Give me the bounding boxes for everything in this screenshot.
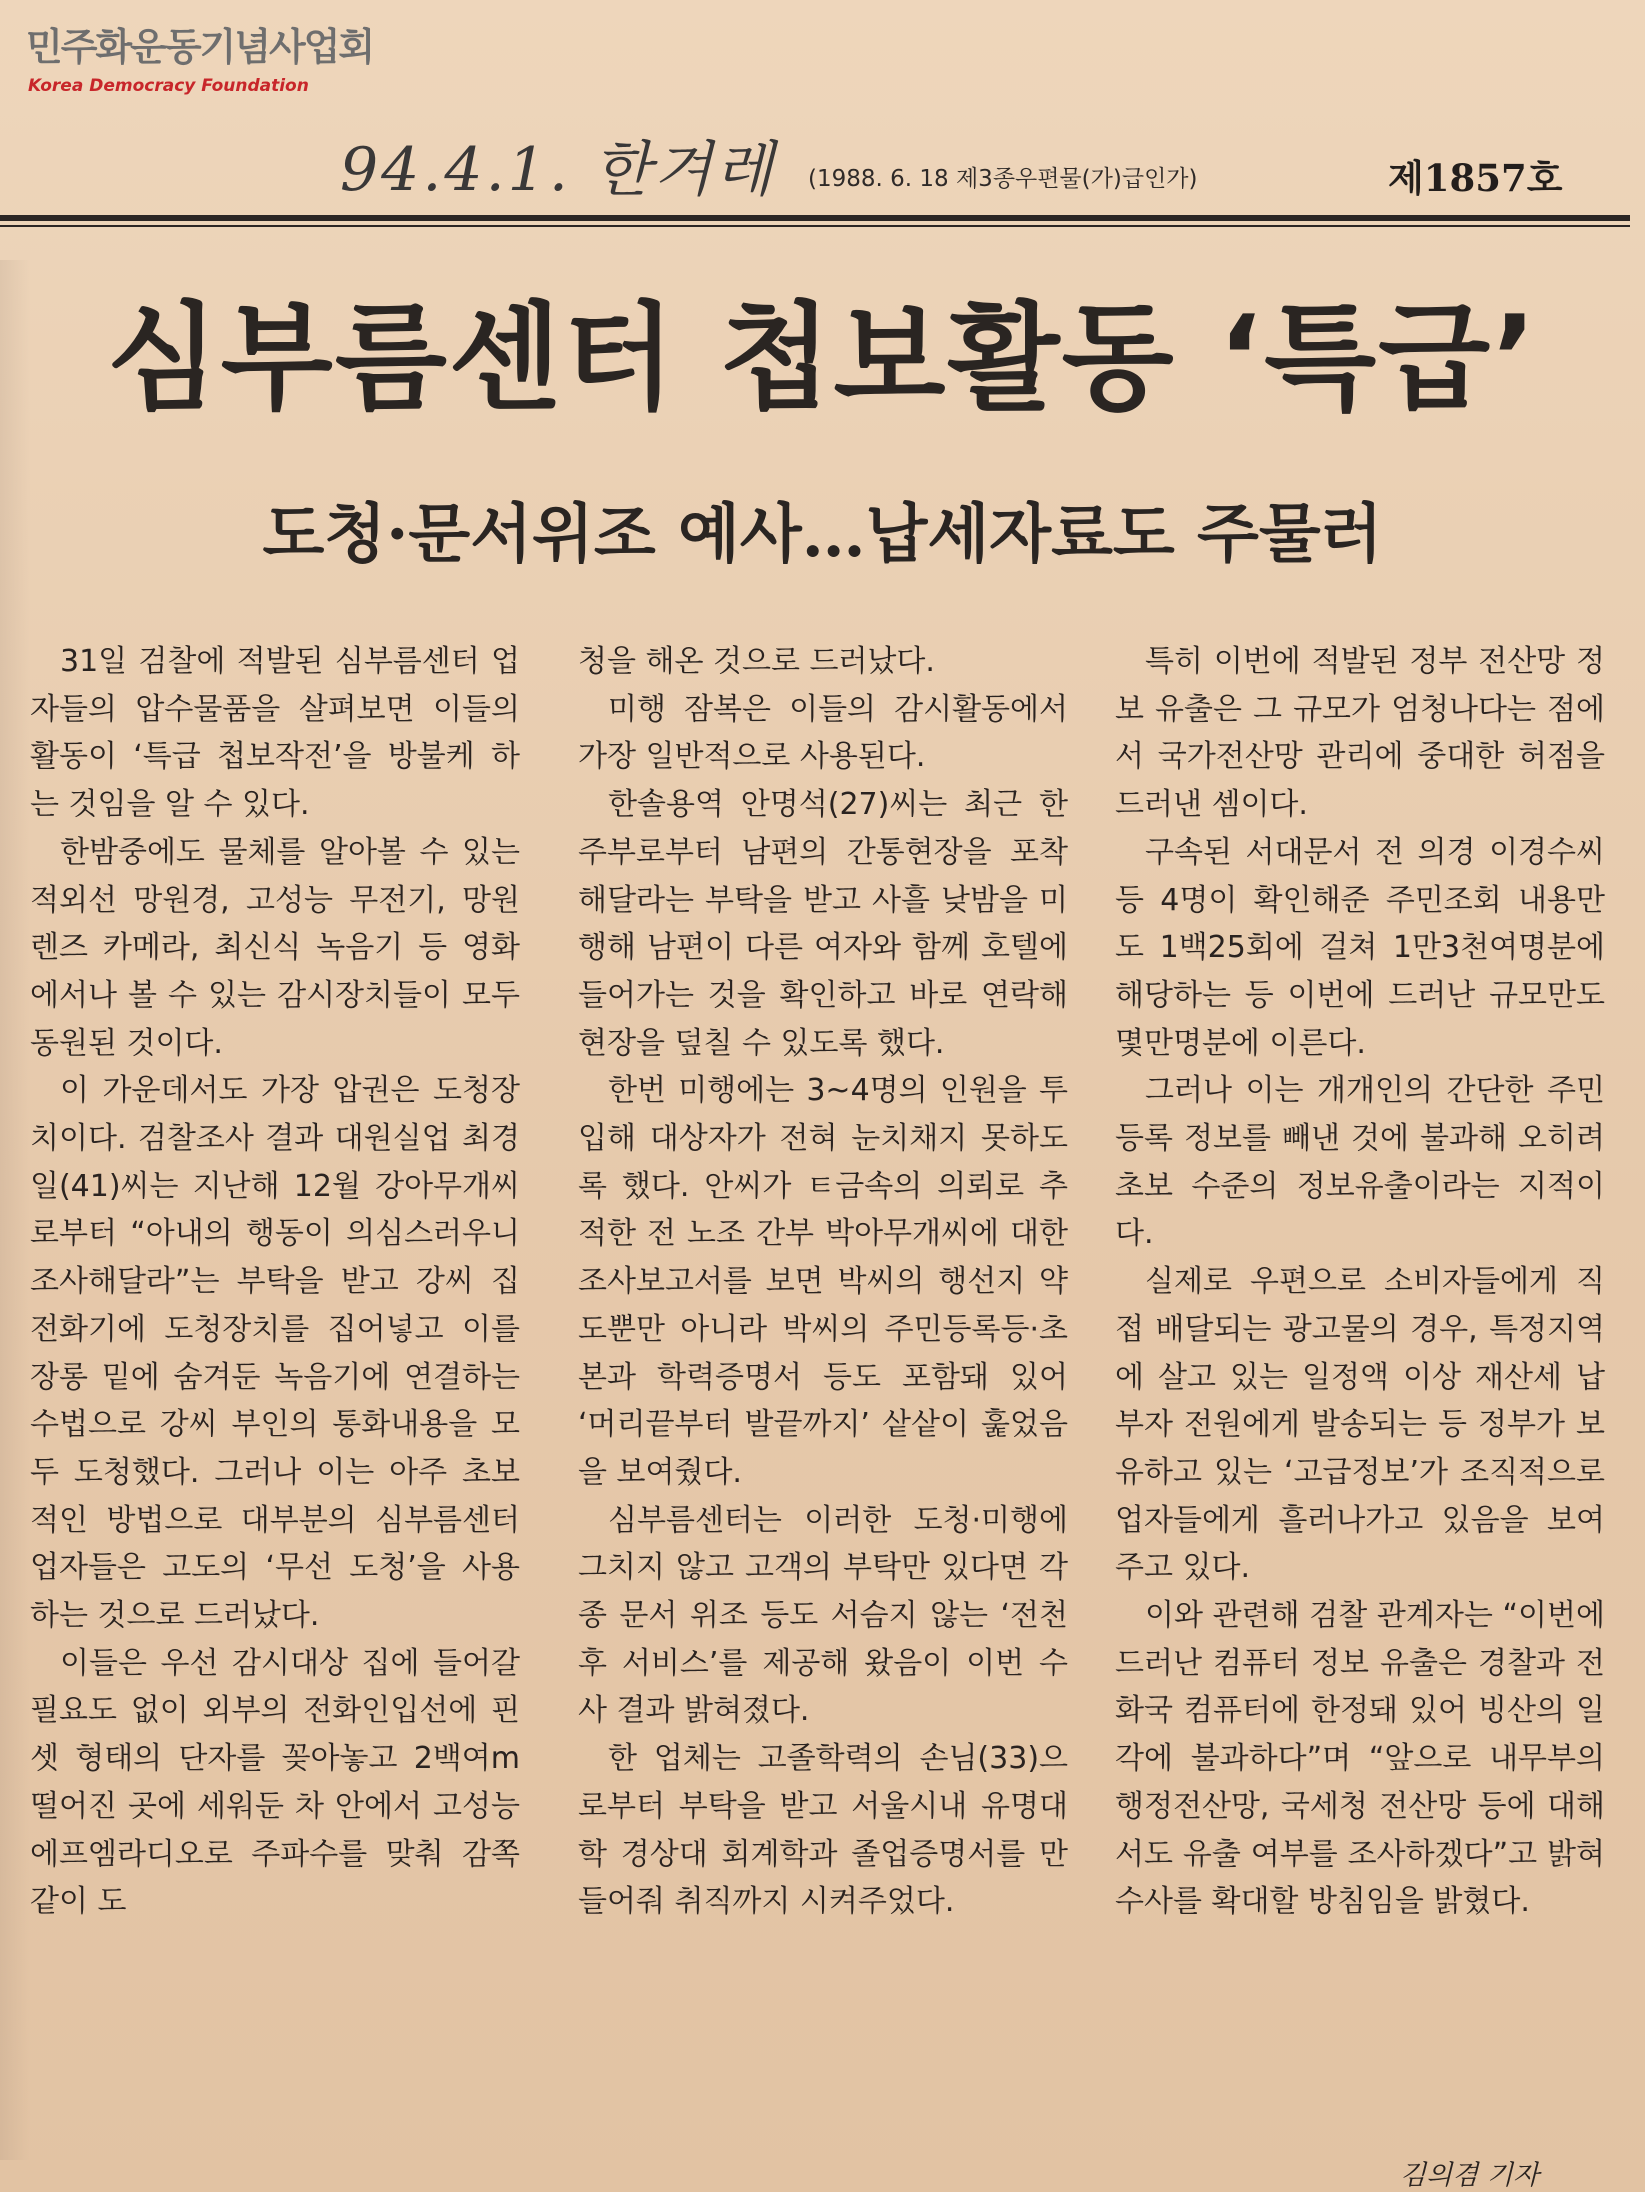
paragraph: 이와 관련해 검찰 관계자는 “이번에 드러난 컴퓨터 정보 유출은 경찰과 전화국 컴퓨터에 한정돼 있어 빙산의 일각에 불과하다”며 “앞으로 내무부의 행정전산망, 국세청 전산망 등에 대해서도 유출 여부를 조사하겠다”고 밝혀 수사를 확대할 방침임을 밝혔다. (1115, 1598, 1605, 1920)
foundation-logo-korean: 민주화운동기념사업회 (26, 25, 374, 69)
article-headline: 심부름센터 첩보활동 ‘특급’ (106, 291, 1539, 426)
article-column-3 (1115, 638, 1605, 1926)
foundation-logo-english: Korea Democracy Foundation (28, 76, 309, 96)
paragraph: 구속된 서대문서 전 의경 이경수씨 등 4명이 확인해준 주민조회 내용만도 1백25회에 걸쳐 1만3천여명분에 해당하는 등 이번에 드러난 규모만도 몇만명분에 이른다. (1115, 834, 1605, 1061)
paragraph: 이 가운데서도 가장 압권은 도청장치이다. 검찰조사 결과 대원실업 최경일(41)씨는 지난해 12월 강아무개씨로부터 “아내의 행동이 의심스러우니 조사해달라”는 부탁을 받고 강씨 집 전화기에 도청장치를 집어넣고 이를 장롱 밑에 숨겨둔 녹음기에 연결하는 수법으로 강씨 부인의 통화내용을 모두 도청했다. 그러나 이는 아주 초보적인 방법으로 대부분의 심부름센터 업자들은 고도의 ‘무선 도청’을 사용하는 것으로 드러났다. (30, 1073, 520, 1634)
handwritten-date-note: 94.4.1. 한겨레 (340, 135, 776, 205)
paragraph: 심부름센터는 이러한 도청·미행에 그치지 않고 고객의 부탁만 있다면 각종 문서 위조 등도 서슴지 않는 ‘전천후 서비스’를 제공해 왔음이 이번 수사 결과 밝혀졌다. (578, 1502, 1068, 1729)
paragraph: 그러나 이는 개개인의 간단한 주민등록 정보를 빼낸 것에 불과해 오히려 초보 수준의 정보유출이라는 지적이다. (1115, 1073, 1605, 1252)
article-column-1 (30, 638, 520, 1926)
paragraph: 한솔용역 안명석(27)씨는 최근 한 주부로부터 남편의 간통현장을 포착해달라는 부탁을 받고 사흘 낮밤을 미행해 남편이 다른 여자와 함께 호텔에 들어가는 것을 확인하고 바로 연락해 현장을 덮칠 수 있도록 했다. (578, 787, 1068, 1061)
paragraph: 실제로 우편으로 소비자들에게 직접 배달되는 광고물의 경우, 특정지역에 살고 있는 일정액 이상 재산세 납부자 전원에게 발송되는 등 정부가 보유하고 있는 ‘고급정보’가 조직적으로 업자들에게 흘러나가고 있음을 보여주고 있다. (1115, 1264, 1605, 1586)
paragraph: 한밤중에도 물체를 알아볼 수 있는 적외선 망원경, 고성능 무전기, 망원렌즈 카메라, 최신식 녹음기 등 영화에서나 볼 수 있는 감시장치들이 모두 동원된 것이다. (30, 834, 520, 1061)
paragraph: 미행 잠복은 이들의 감시활동에서 가장 일반적으로 사용된다. (578, 691, 1068, 775)
article-column-2 (578, 638, 1068, 1926)
postal-registration: (1988. 6. 18 제3종우편물(가)급인가) (808, 166, 1198, 192)
paragraph: 31일 검찰에 적발된 심부름센터 업자들의 압수물품을 살펴보면 이들의 활동이 ‘특급 첩보작전’을 방불케 하는 것임을 알 수 있다. (30, 644, 520, 823)
paragraph: 한 업체는 고졸학력의 손님(33)으로부터 부탁을 받고 서울시내 유명대학 경상대 회계학과 졸업증명서를 만들어줘 취직까지 시켜주었다. (578, 1741, 1068, 1920)
paragraph: 특히 이번에 적발된 정부 전산망 정보 유출은 그 규모가 엄청나다는 점에서 국가전산망 관리에 중대한 허점을 드러낸 셈이다. (1115, 644, 1605, 823)
paragraph: 한번 미행에는 3~4명의 인원을 투입해 대상자가 전혀 눈치채지 못하도록 했다. 안씨가 ㅌ금속의 의뢰로 추적한 전 노조 간부 박아무개씨에 대한 조사보고서를 보면 박씨의 행선지 약도뿐만 아니라 박씨의 주민등록등·초본과 학력증명서 등도 포함돼 있어 ‘머리끝부터 발끝까지’ 샅샅이 훑었음을 보여줬다. (578, 1073, 1068, 1490)
paragraph: 청을 해온 것으로 드러났다. (578, 644, 935, 679)
issue-number: 제1857호 (1388, 156, 1563, 200)
article-byline: 김의겸 기자 (1400, 2160, 1539, 2191)
paragraph: 이들은 우선 감시대상 집에 들어갈 필요도 없이 외부의 전화인입선에 핀셋 형태의 단자를 꽂아놓고 2백여m 떨어진 곳에 세워둔 차 안에서 고성능 에프엠라디오로 주파수를 맞춰 감쪽같이 도 (30, 1645, 520, 1920)
header-rule (0, 215, 1630, 221)
article-subheadline: 도청·문서위조 예사…납세자료도 주물러 (262, 497, 1383, 572)
header-rule-thin (0, 225, 1630, 227)
